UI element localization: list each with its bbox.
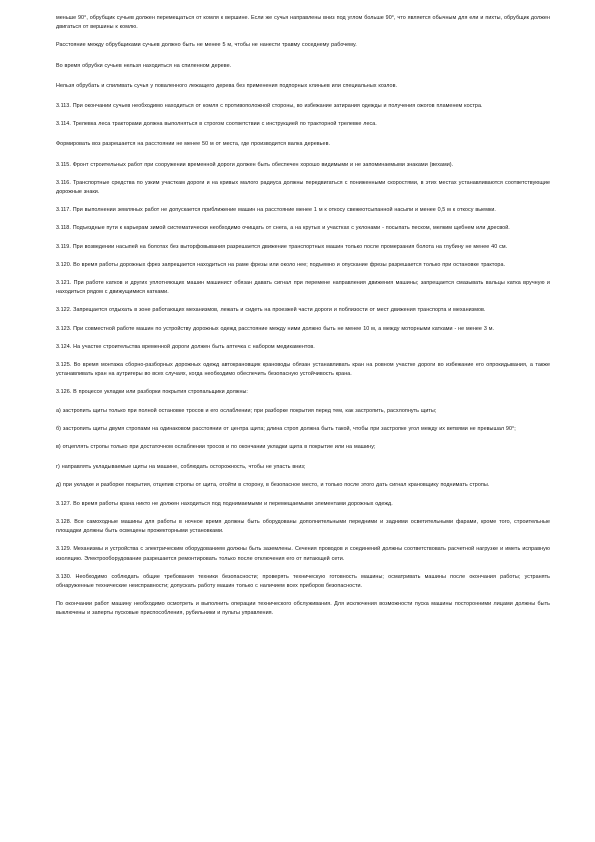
paragraph-load-forming: Формировать воз разрешается на расстоянии не менее 50 м от места, где производится валка деревьев. [56, 141, 331, 148]
list-item-d: д) при укладке и разборке покрытия, отцепив стропы от щита, отойти в сторону, в безопасное место, и только после этого дать сигнал крановщику поднимать стропы. [56, 482, 490, 489]
paragraph-3-121: 3.121. При работе катков и других уплотняющих машин машинист обязан давать сигнал при перемене направления движения машины; запрещается смазывать вальцы катка вручную и находиться рядом с движущимися катками. [56, 280, 550, 296]
paragraph-3-115: 3.115. Фронт строительных работ при сооружении временной дороги должен быть обеспечен хорошо видимыми и не запоминаемыми знаками (вехами). [56, 161, 454, 168]
paragraph-3-123: 3.123. При совместной работе машин по устройству дорожных одежд расстояние между ними должно быть не менее 10 м, а между моторными катками - не менее 3 м. [56, 325, 495, 332]
list-item-v: в) отцеплять стропы только при достаточном ослаблении тросов и по окончании укладки щита в покрытие или на машину; [56, 444, 376, 451]
paragraph-3-120: 3.120. Во время работы дорожных фрез запрещается находиться на раме фрезы или около нее; подъемно и опускание фрезы разрешается только при остановке трактора. [56, 261, 506, 268]
paragraph-3-124: 3.124. На участке строительства временной дороги должен быть аптечка с набором медикаментов. [56, 343, 315, 350]
paragraph-no-trimming-without-wedges: Нельзя обрубать и спиливать сучья у поваленного лежащего дерева без применения подпорных клиньев или специальных козлов. [56, 82, 398, 89]
paragraph-3-113: 3.113. При окончании сучьев необходимо находиться от комля с противоположной стороны, во избежание затирания одежды и получения ожогов пламенем костра. [56, 103, 483, 110]
paragraph-3-114: 3.114. Трелевка леса тракторами должна выполняться в строгом соответствии с инструкцией по тракторной трелевке леса. [56, 121, 377, 128]
document-page [56, 14, 550, 619]
paragraph-delimber-distance: Расстояние между обрубщиками сучьев должно быть не менее 5 м, чтобы не нанести травму соседнему рабочему. [56, 42, 357, 49]
list-item-a: а) застропить щиты только при полной остановке тросов и его ослаблении; при разборке покрытия перед тем, как застропить, расхлопнуть щиты; [56, 407, 437, 414]
paragraph-3-125: 3.125. Во время монтажа сборно-разборных дорожных одежд автокрановщик крановоды обязан устанавливать кран на ровном участке дороги во избежание его опрокидывания, а также устанавливать кран на аутригеры во всех случаях, когда необходимо обеспечить безопасную устойчивость крана. [56, 362, 550, 378]
list-item-g: г) направлять укладываемые щиты на машине, соблюдать осторожность, чтобы не упасть вниз; [56, 464, 306, 471]
list-item-b: б) застропить щиты двумя стропами на одинаковом расстоянии от центра щита; длина строп должна быть такой, чтобы при застропке угол между их ветвями не превышал 90°; [56, 425, 516, 432]
paragraph-no-standing-on-tree: Во время обрубки сучьев нельзя находиться на спиленном дереве. [56, 62, 232, 69]
paragraph-after-work: По окончании работ машину необходимо осмотреть и выполнить операции технического обслуживания. Для исключения возможности пуска машины посторонними лицами должны быть выключены и заперты пусковые приспособления, рубильники и пульты управления. [56, 601, 550, 617]
paragraph-3-127: 3.127. Во время работы крана никто не должен находиться под поднимаемыми и перемещаемыми элементами дорожных одежд. [56, 500, 393, 507]
paragraph-3-128: 3.128. Все самоходные машины для работы в ночное время должны быть оборудованы дополнительными передними и задними осветительными фарами, кроме того, строительные площадки должны быть освещены прожекторными установками. [56, 518, 550, 535]
paragraph-3-129: 3.129. Механизмы и устройства с электрическим оборудованием должны быть заземлены. Сечения проводов и соединений должны соответствовать расчетной нагрузке и иметь исправную изоляцию. Электрооборудование разрешается ремонтировать только после отключения его от питающей сети. [56, 546, 550, 562]
paragraph-3-117: 3.117. При выполнении земляных работ не допускается приближение машин на расстояние менее 1 м к откосу свежеотсыпанной насыпи и менее 0,5 м к откосу выемки. [56, 207, 496, 214]
paragraph-3-126: 3.126. В процессе укладки или разборки покрытия стропальщики должны: [56, 389, 248, 396]
paragraph-3-130: 3.130. Необходимо соблюдать общие требования техники безопасности; проверять техническую готовность машины; осматривать машины после окончания работы; устранять обнаруженные технические неисправности; допускать работу машин только с наличием всех приборов безопасности. [56, 573, 550, 589]
paragraph-3-118: 3.118. Подъездные пути к карьерам зимой систематически необходимо очищать от снега, а на крутых и участках с уклонами - посыпать песком, мелким щебнем или дресвой. [56, 225, 510, 232]
paragraph-3-116: 3.116. Транспортные средства по узким участкам дороги и на кривых малого радиуса должны передвигаться с пониженными скоростями, в этих местах устанавливаются соответствующие дорожные знаки. [56, 179, 550, 196]
paragraph-3-119: 3.119. При возведении насыпей на болотах без выторфовывания разрешается движение транспортных машин только после промерзания болота на глубину не менее 40 см. [56, 243, 508, 250]
paragraph-intro-continuation: меньше 90°, обрубщик сучьев должен перемещаться от комля к вершине. Если же сучья направлены вниз под углом больше 90°, что является обычным для ели и пихты, обрубщик должен двигаться от вершины к комлю. [56, 15, 550, 31]
paragraph-3-122: 3.122. Запрещается отдыхать в зоне работающих механизмов, лежать и сидеть на проезжей части дороги и поблизости от мест движения транспорта и механизмов. [56, 307, 486, 314]
